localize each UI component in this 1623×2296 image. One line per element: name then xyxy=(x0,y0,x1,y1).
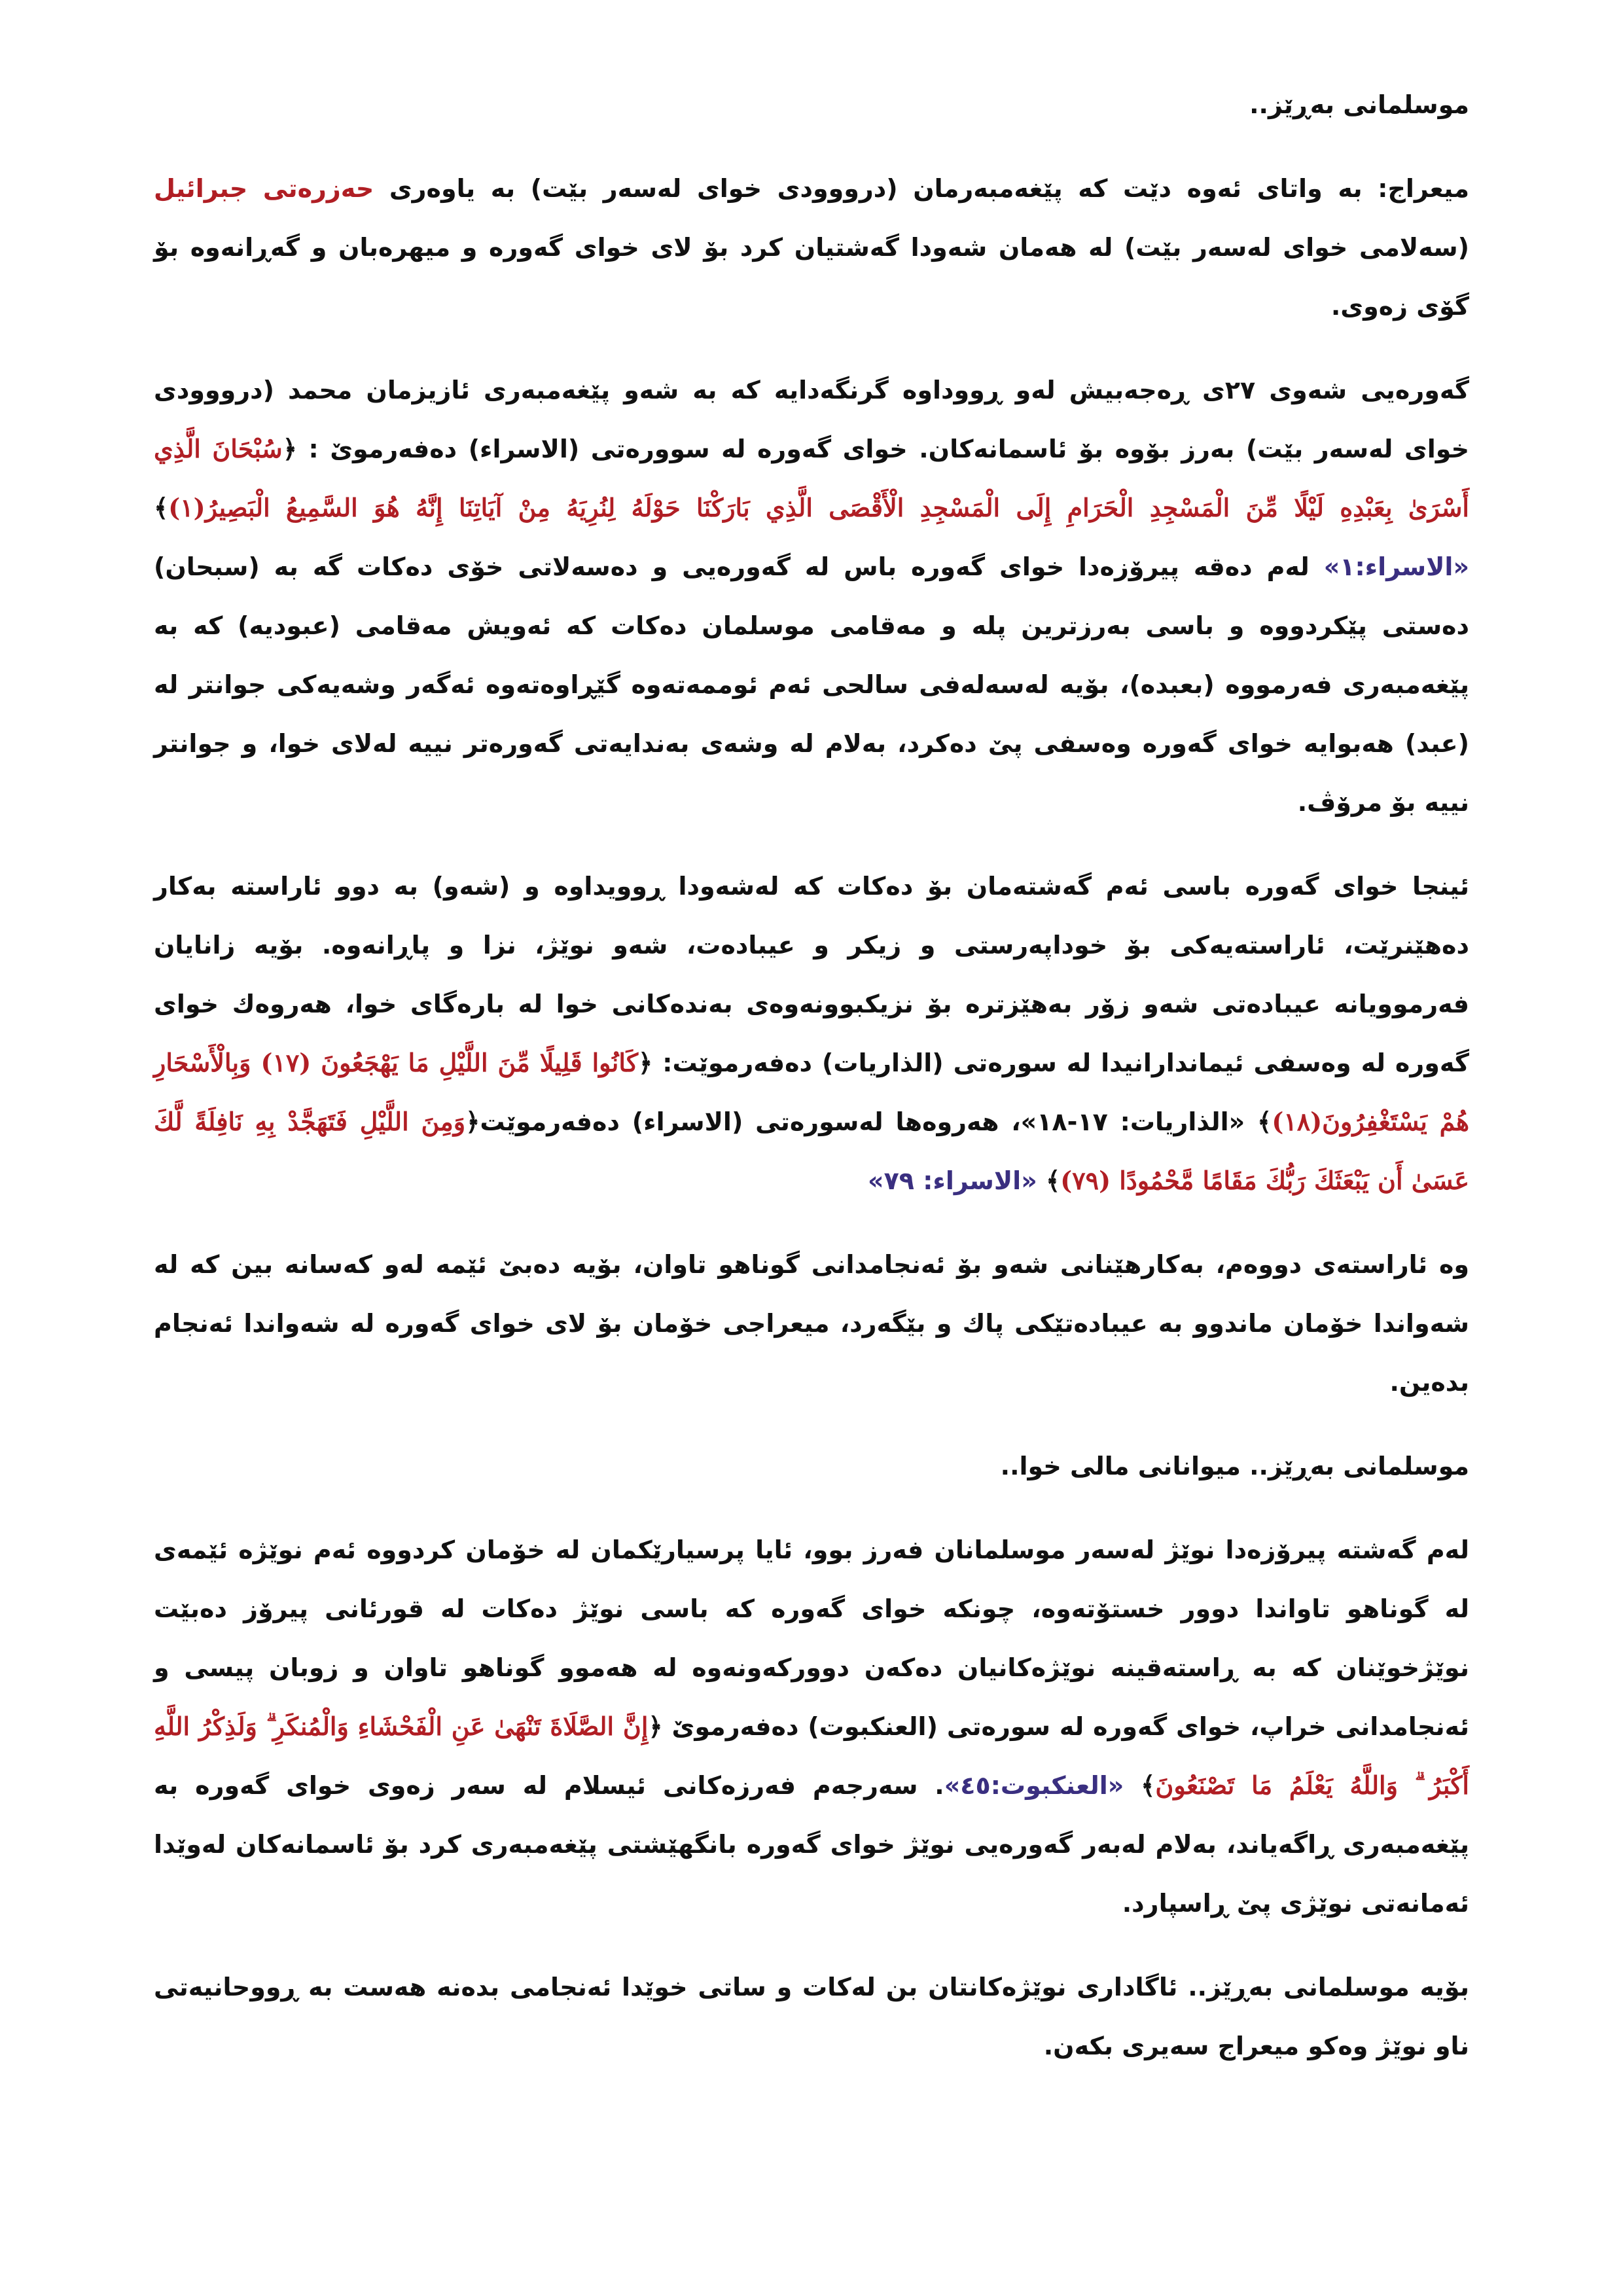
body-text: میعراج: بە واتای ئەوە دێت کە پێغەمبەرمان (درووودی خوای لەسەر بێت) بە یاوەری xyxy=(374,174,1469,203)
body-text: ﴾ xyxy=(154,493,169,522)
body-text: ئینجا خوای گەورە باسی ئەم گەشتەمان بۆ دەکات کە لەشەودا ڕوویداوە و (شەو) بە دوو ئاراستە بەکار دەهێنرێت، ئاراستەیەکی بۆ خوداپەرستی و زیکر و عیبادەت، شەو نوێژ، نزا و پاڕانەوە. بۆیە زانایان فەرموویانە عیبادەتی شەو زۆر بەهێزترە بۆ نزیکبوونەوەی بەندەکانی خوا لە بارەگای خوا، هەروەك خوای گەورە لە وەسفی ئیماندارانیدا لە سورەتی (الذاریات) دەفەرموێت: ﴿ xyxy=(154,872,1470,1077)
quran-verse: وَمِنَ اللَّيْلِ فَتَهَجَّدْ بِهِ نَافِلَةً لَّكَ عَسَىٰ أَن يَبْعَثَكَ رَبُّكَ مَقَامًا مَّحْمُودًا (٧٩) xyxy=(154,1107,1469,1195)
body-text: ﴾ xyxy=(1037,1166,1061,1195)
verse-reference: «الاسراء: ٧٩» xyxy=(868,1166,1037,1195)
highlighted-name: حەزرەتی جبرائیل xyxy=(154,174,374,203)
paragraph-miraj-definition xyxy=(154,159,1469,336)
paragraph-greeting xyxy=(154,75,1469,134)
body-text: بۆیە موسلمانی بەڕێز.. ئاگاداری نوێژەکانتان بن لەکات و ساتی خوێدا ئەنجامی بدەنە هەست بە ڕووحانیەتی ناو نوێژ وەکو میعراج سەیری بکەن. xyxy=(154,1973,1469,2060)
body-text: . سەرجەم فەرزەکانی ئیسلام لە سەر زەوی خوای گەورە بە پێغەمبەری ڕاگەیاند، بەلام لەبەر گەورەیی نوێژ خوای گەورە بانگهێشتی پێغەمبەری کرد بۆ ئاسمانەکان لەوێدا ئەمانەتی نوێژی پێ ڕاسپارد. xyxy=(154,1771,1469,1918)
paragraph-second-direction xyxy=(154,1235,1469,1412)
body-text: موسلمانی بەڕێز.. xyxy=(1249,90,1469,119)
paragraph-greeting-guests xyxy=(154,1437,1469,1496)
body-text: ﴾ «الذاریات: ١٧-١٨»، هەروەها لەسورەتی (الاسراء) دەفەرموێت﴿ xyxy=(465,1107,1272,1136)
quran-verse: سُبْحَانَ الَّذِي أَسْرَىٰ بِعَبْدِهِ لَيْلًا مِّنَ الْمَسْجِدِ الْحَرَامِ إِلَى الْمَسْجِدِ الْأَقْصَى الَّذِي بَارَكْنَا حَوْلَهُ لِنُرِيَهُ مِنْ آيَاتِنَا إِنَّهُ هُوَ السَّمِيعُ الْبَصِيرُ(١) xyxy=(154,434,1469,522)
body-text: لەم گەشتە پیرۆزەدا نوێژ لەسەر موسلمانان فەرز بوو، ئایا پرسیارێکمان لە خۆمان کردووە ئەم نوێژە ئێمەی لە گوناهو تاواندا دوور خستۆتەوە، چونکە خوای گەورە کە باسی نوێژ دەکات لە قورئانی پیرۆز دەبێت نوێژخوێنان کە بە ڕاستەقینە نوێژەکانیان دەکەن دوورکەونەوە لە هەموو گوناهو تاوان و زوبان پیسی و ئەنجامدانی خراپ، خوای گەورە لە سورەتی (العنکبوت) دەفەرموێ ﴿ xyxy=(154,1535,1469,1741)
body-text: وە ئاراستەی دووەم، بەکارهێنانی شەو بۆ ئەنجامدانی گوناهو تاوان، بۆیە دەبێ ئێمە لەو کەسانە بین کە لە شەواندا خۆمان ماندوو بە عیبادەتێکی پاك و بێگەرد، میعراجی خۆمان بۆ لای خوای گەورە لە شەواندا ئەنجام بدەین. xyxy=(154,1250,1469,1397)
paragraph-night-directions xyxy=(154,857,1469,1210)
body-text: (سەلامی خوای لەسەر بێت) لە هەمان شەودا گەشتیان کرد بۆ لای خوای گەورە و میهرەبان و گەڕانەوە بۆ گۆی زەوی. xyxy=(154,233,1469,321)
paragraph-prayer-obligation xyxy=(154,1520,1469,1933)
verse-reference: «العنكبوت:٤٥» xyxy=(944,1771,1124,1800)
body-text: گەورەیی شەوی ٢٧ی ڕەجەبیش لەو ڕووداوە گرنگەدایە کە بە شەو پێغەمبەری ئازیزمان محمد (درووودی خوای لەسەر بێت) بەرز بۆوە بۆ ئاسمانەکان. خوای گەورە لە سوورەتی (الاسراء) دەفەرموێ : ﴿ xyxy=(154,376,1469,463)
body-text: موسلمانی بەڕێز.. میوانانی مالی خوا.. xyxy=(1000,1452,1469,1480)
body-text: ﴾ xyxy=(1124,1771,1156,1800)
document-page xyxy=(154,75,1469,2100)
paragraph-closing xyxy=(154,1958,1469,2075)
quran-verse: إِنَّ الصَّلَاةَ تَنْهَىٰ عَنِ الْفَحْشَاءِ وَالْمُنكَرِ ۗ وَلَذِكْرُ اللَّهِ أَكْبَرُ ۗ وَاللَّهُ يَعْلَمُ مَا تَصْنَعُونَ xyxy=(154,1712,1469,1800)
verse-reference: «الاسراء:١» xyxy=(1323,552,1469,581)
quran-verse: كَانُوا قَلِيلًا مِّنَ اللَّيْلِ مَا يَهْجَعُونَ (١٧) وَبِالْأَسْحَارِ هُمْ يَسْتَغْفِرُونَ(١٨) xyxy=(154,1048,1469,1136)
paragraph-rajab-night xyxy=(154,361,1469,832)
body-text: لەم دەقە پیرۆزەدا خوای گەورە باس لە گەورەیی و دەسەلاتی خۆی دەکات گە بە (سبحان) دەستی پێکردووە و باسی بەرزترین پلە و مەقامی موسلمان دەکات کە ئەویش مەقامی (عبودیە) کە بە پێغەمبەری فەرمووە (بعبدە)، بۆیە لەسەلەفی سالحی ئەم ئوممەتەوە گێڕاوەتەوە ئەگەر وشەیەکی جوانتر لە (عبد) هەبوایە خوای گەورە وەسفی پێ دەکرد، بەلام لە وشەی بەندایەتی گەورەتر نییە لەلای خوا، و جوانتر نییە بۆ مرۆڤ. xyxy=(154,552,1469,817)
